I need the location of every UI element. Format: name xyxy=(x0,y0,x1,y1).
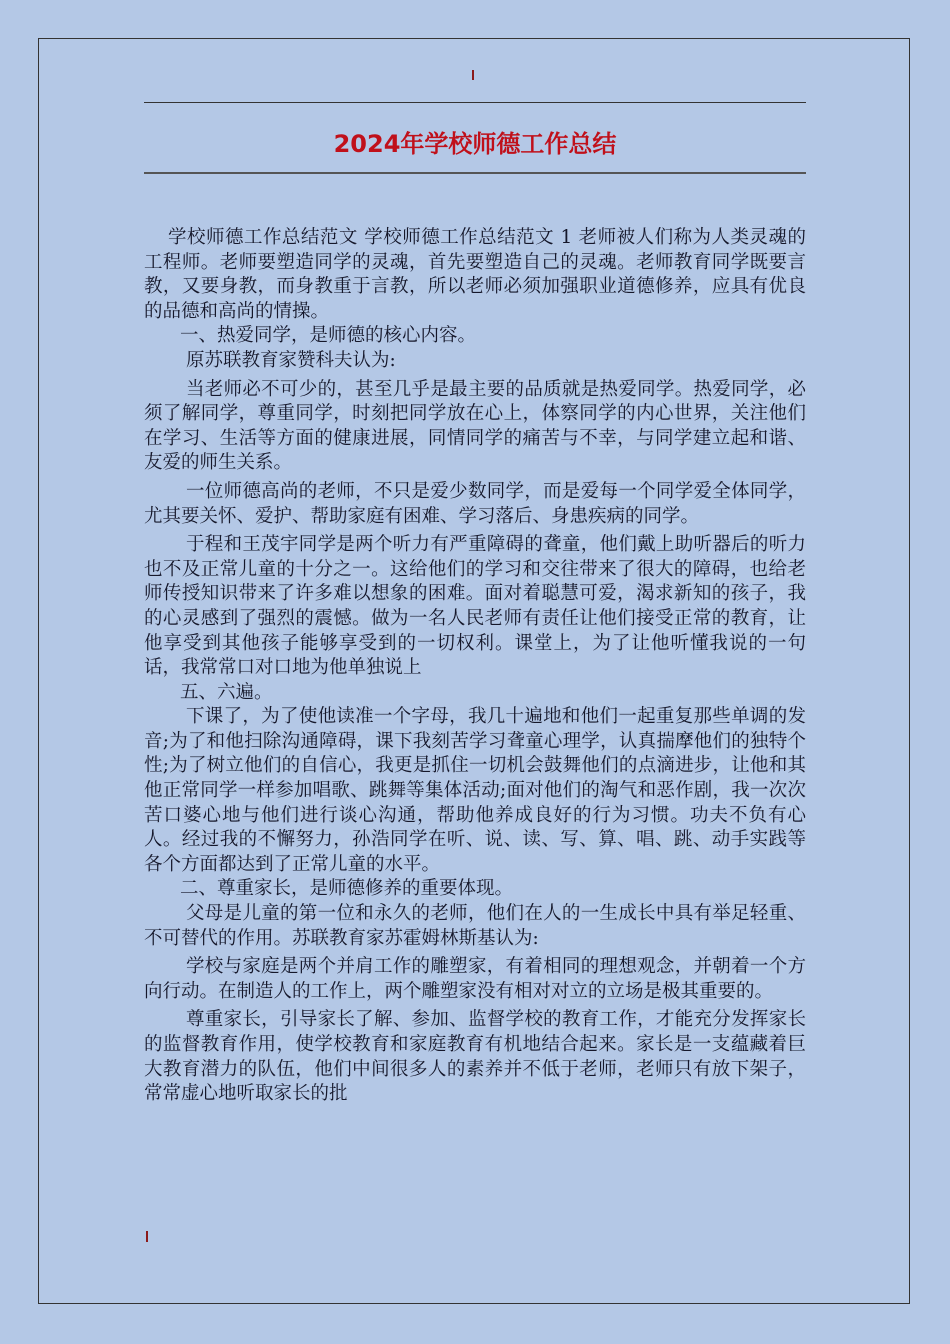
header-marker xyxy=(472,70,474,80)
heading-section-1: 一、热爱同学，是师德的核心内容。 xyxy=(180,325,477,347)
paragraph: 尊重家长，引导家长了解、参加、监督学校的教育工作，才能充分发挥家长的监督教育作用，使学校教育和家庭教育有机地结合起来。家长是一支蕴藏着巨大教育潜力的队伍，他们中间很多人的素养并不低于老师，老师只有放下架子，常常虚心地听取家长的批 xyxy=(144,1009,806,1105)
paragraph: 父母是儿童的第一位和永久的老师，他们在人的一生成长中具有举足轻重、不可替代的作用。苏联教育家苏霍姆林斯基认为: xyxy=(144,903,806,949)
paragraph: 下课了，为了使他读准一个字母，我几十遍地和他们一起重复那些单调的发音;为了和他扫除沟通障碍，课下我刻苦学习聋童心理学，认真揣摩他们的独特个性;为了树立他们的自信心，我更是抓住一切机会鼓舞他们的点滴进步，让他和其他正常同学一样参加唱歌、跳舞等集体活动;面对他们的淘气和恶作剧，我一次次苦口婆心地与他们进行谈心沟通，帮助他养成良好的行为习惯。功夫不负有心人。经过我的不懈努力，孙浩同学在听、说、读、写、算、唱、跳、动手实践等各个方面都达到了正常儿童的水平。 xyxy=(144,706,806,875)
paragraph: 于程和王茂宇同学是两个听力有严重障碍的聋童，他们戴上助听器后的听力也不及正常儿童的十分之一。这给他们的学习和交往带来了很大的障碍，也给老师传授知识带来了许多难以想象的困难。面对着聪慧可爱，渴求新知的孩子，我的心灵感到了强烈的震憾。做为一名人民老师有责任让他们接受正常的教育，让他享受到其他孩子能够享受到的一切权利。课堂上，为了让他听懂我说的一句话，我常常口对口地为他单独说上 xyxy=(144,534,806,679)
paragraph-intro: 学校师德工作总结范文 学校师德工作总结范文 1 老师被人们称为人类灵魂的工程师。老师要塑造同学的灵魂，首先要塑造自己的灵魂。老师教育同学既要言教，又要身教，而身教重于言教，所以老师必须加强职业道德修养，应具有优良的品德和高尚的情操。 xyxy=(144,227,806,322)
title-rule xyxy=(144,172,806,174)
document-body xyxy=(144,226,806,1107)
paragraph: 原苏联教育家赞科夫认为: xyxy=(186,349,396,371)
heading-section-2: 二、尊重家长，是师德修养的重要体现。 xyxy=(180,878,514,900)
paragraph: 当老师必不可少的，甚至几乎是最主要的品质就是热爱同学。热爱同学，必须了解同学，尊重同学，时刻把同学放在心上，体察同学的内心世界，关注他们在学习、生活等方面的健康进展，同情同学的痛苦与不幸，与同学建立起和谐、友爱的师生关系。 xyxy=(144,378,806,474)
footer-marker xyxy=(146,1231,148,1242)
paragraph: 五、六遍。 xyxy=(180,681,273,703)
header-rule xyxy=(144,102,806,103)
paragraph: 学校与家庭是两个并肩工作的雕塑家，有着相同的理想观念，并朝着一个方向行动。在制造人的工作上，两个雕塑家没有相对对立的立场是极其重要的。 xyxy=(144,956,806,1002)
document-title: 2024年学校师德工作总结 xyxy=(333,130,617,158)
paragraph: 一位师德高尚的老师，不只是爱少数同学，而是爱每一个同学爱全体同学，尤其要关怀、爱护、帮助家庭有困难、学习落后、身患疾病的同学。 xyxy=(144,480,806,527)
